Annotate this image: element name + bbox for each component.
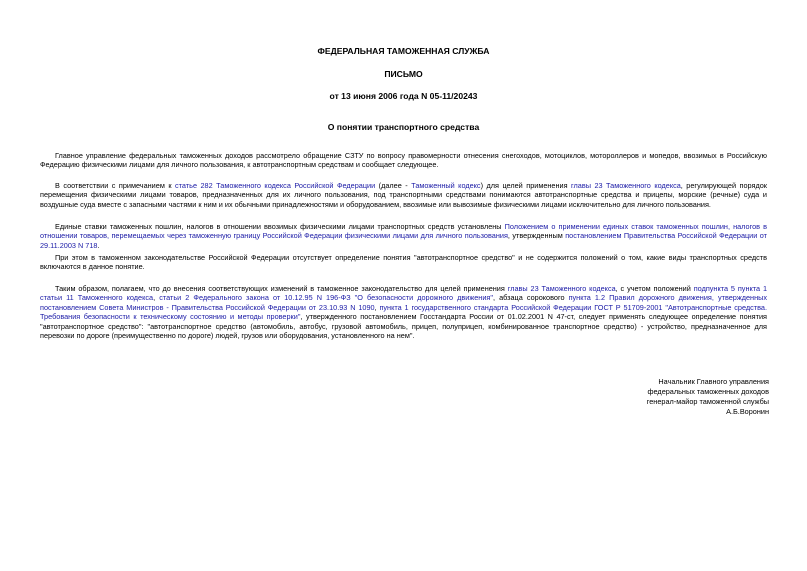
paragraph-2-text-4: , регулирующей порядок перемещения физическими лицами товаров, предназначенных для их личного пользования, под транспортными средствами понимаются автотранспортные средства и прицепы, морские (речные) суда и воздушные суда вместе с запасными частями к ним и их обычными принадлежностями и оборудованием, ввозимые или вывозимые физическими лицами исключительно для личного пользования. <box>40 181 767 209</box>
paragraph-3-text-3: . <box>97 240 100 250</box>
document-type: ПИСЬМО <box>384 69 423 79</box>
document-date-number: от 13 июня 2006 года N 05-11/20243 <box>329 91 478 101</box>
link-article-282[interactable]: статье 282 Таможенного кодекса Российской Федерации <box>175 181 376 190</box>
paragraph-3-text-2: , утвержденным <box>507 231 566 241</box>
signature-position: Начальник Главного управления <box>658 377 769 386</box>
paragraph-1-text: Главное управление федеральных таможенных доходов рассмотрело обращение СЗТУ по вопросу правомерности отнесения снегоходов, мотоциклов, мотороллеров и мопедов, ввозимых в Российскую Федерацию физическими лицами для личного пользования, к автотранспортным средствам и сообщает следующее. <box>40 151 767 170</box>
signature-rank: генерал-майор таможенной службы <box>646 397 769 406</box>
link-traffic-rules[interactable]: пункта 1.2 Правил дорожного движения, утвержденных постановлением Совета Министров - Правительства Российской Федерации от 23.10.93 N 1090 <box>40 293 768 312</box>
document-subject: О понятии транспортного средства <box>327 122 480 132</box>
paragraph-5-text-3: , <box>153 293 160 303</box>
link-federal-law-196[interactable]: статьи 2 Федерального закона от 10.12.95 N 196-ФЗ "О безопасности дорожного движения" <box>159 293 493 303</box>
link-chapter-23[interactable]: главы 23 Таможенного кодекса <box>571 181 681 190</box>
paragraph-2 <box>40 181 767 209</box>
signature-name: А.Б.Воронин <box>726 407 769 416</box>
link-chapter-23-b[interactable]: главы 23 Таможенного кодекса <box>507 284 616 293</box>
link-government-decree-718[interactable]: постановлением Правительства Российской Федерации от 29.11.2003 N 718 <box>40 231 767 250</box>
paragraph-5-text-4: , абзаца сорокового <box>492 293 569 303</box>
signature-department: федеральных таможенных доходов <box>647 387 769 396</box>
signature-block <box>519 377 769 417</box>
paragraph-5-text-1: Таким образом, полагаем, что до внесения соответствующих изменений в таможенное законодательство для целей применения <box>55 284 508 293</box>
paragraph-4 <box>40 253 767 272</box>
paragraph-5-text-5: , <box>374 302 380 312</box>
paragraph-5-text-2: , с учетом положений <box>615 284 694 293</box>
paragraph-2-text-1: В соответствии с примечанием к <box>55 181 175 190</box>
paragraph-2-text-3: ) для целей применения <box>480 181 572 190</box>
link-customs-code[interactable]: Таможенный кодекс <box>411 181 481 190</box>
link-gost-51709[interactable]: пункта 1 государственного стандарта Российской Федерации ГОСТ Р 51709-2001 "Автотранспортные средства. Требования безопасности к техническому состоянию и методы проверки" <box>40 302 767 322</box>
link-subparagraph-5[interactable]: подпункта 5 пункта 1 статьи 11 Таможенного кодекса <box>40 284 768 303</box>
paragraph-5-text-6: , утвержденного постановлением Госстандарта России от 01.02.2001 N 47-ст, следует применять следующее определение понятия "автотранспортное средство": "автотранспортное средство (автомобиль, автобус, грузовой автомобиль, прицеп, полуприцеп, комбинированное транспортное средство) - устройство, предназначенное для перевозки по дороге (преимущественно по дороге) людей, грузов или оборудования, установленного на нем". <box>40 312 767 341</box>
paragraph-2-text-2: (далее - <box>375 181 412 190</box>
paragraph-3 <box>40 222 767 250</box>
paragraph-5 <box>40 284 767 340</box>
paragraph-4-text: При этом в таможенном законодательстве Российской Федерации отсутствует определение понятия "автотранспортное средство" и не содержится положений о том, какие виды транспортных средств включаются в данное понятие. <box>40 253 767 272</box>
paragraph-3-text-1: Единые ставки таможенных пошлин, налогов в отношении ввозимых физическими лицами транспортных средств установлены <box>55 222 505 231</box>
agency-title: ФЕДЕРАЛЬНАЯ ТАМОЖЕННАЯ СЛУЖБА <box>317 46 490 56</box>
paragraph-1 <box>40 151 767 170</box>
link-regulation-single-rates[interactable]: Положением о применении единых ставок таможенных пошлин, налогов в отношении товаров, перемещаемых через таможенную границу Российской Федерации физическими лицами для личного пользования <box>40 222 767 241</box>
